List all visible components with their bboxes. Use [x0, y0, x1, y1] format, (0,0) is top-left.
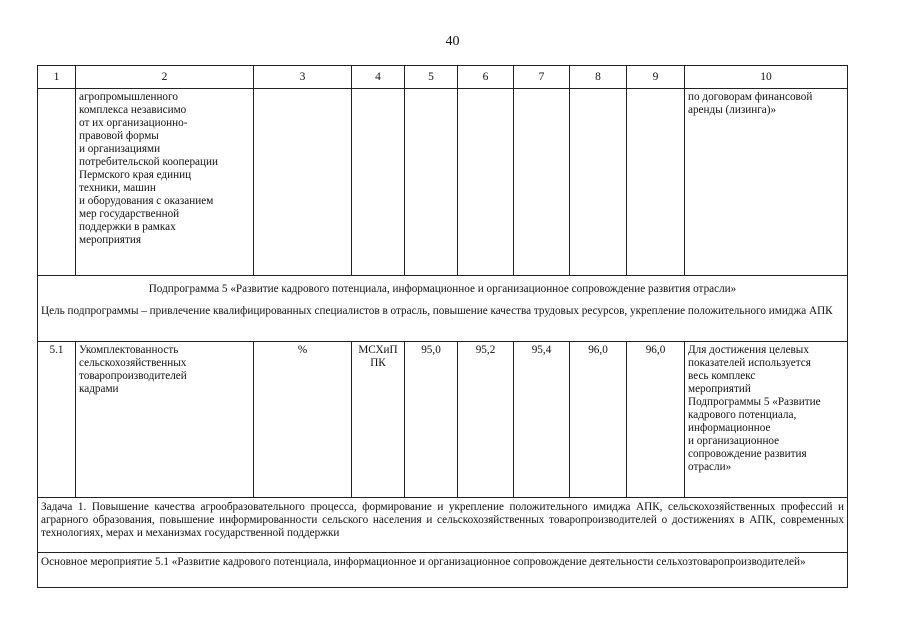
indicator-responsible: МСХиП ПК: [352, 342, 405, 498]
column-header-8: 8: [570, 66, 627, 89]
continuation-cell-3: [254, 89, 352, 276]
column-header-5: 5: [405, 66, 458, 89]
indicator-value-4: 96,0: [570, 342, 627, 498]
continuation-indicator-text: агропромышленного комплекса независимо от их организационно- правовой формы и организациями потребительской кооперации Пермского края единиц техники, машин и оборудования с оказанием мер государственной поддержки в рамках мероприятия: [76, 89, 254, 276]
subprogram-title-row: [38, 276, 848, 302]
indicator-value-3: 95,4: [514, 342, 570, 498]
column-number-row: [38, 66, 848, 89]
column-header-10: 10: [685, 66, 848, 89]
program-indicators-table: [37, 65, 848, 588]
indicator-name: Укомплектованность сельскохозяйственных товаропроизводителей кадрами: [76, 342, 254, 498]
indicator-number: 5.1: [38, 342, 76, 498]
task-text: Задача 1. Повышение качества агрообразовательного процесса, формирование и укрепление положительного имиджа АПК, сельскохозяйственных профессий и аграрного образования, повышение информированности сельского населения и сельскохозяйственных товаропроизводителей о достижениях в АПК, современных технологиях, мерах и механизмах государственной поддержки: [38, 498, 848, 553]
indicator-note: Для достижения целевых показателей используется весь комплекс мероприятий Подпрограммы 5 «Развитие кадрового потенциала, информационное и организационное сопровождение развития отрасли»: [685, 342, 848, 498]
continuation-cell-9: [627, 89, 685, 276]
column-header-3: 3: [254, 66, 352, 89]
main-activity-text: Основное мероприятие 5.1 «Развитие кадрового потенциала, информационное и организационное сопровождение деятельности сельхозтоваропроизводителей»: [38, 553, 848, 588]
continuation-cell-1: [38, 89, 76, 276]
continuation-row: [38, 89, 848, 276]
column-header-1: 1: [38, 66, 76, 89]
continuation-cell-7: [514, 89, 570, 276]
column-header-7: 7: [514, 66, 570, 89]
continuation-cell-5: [405, 89, 458, 276]
indicator-unit: %: [254, 342, 352, 498]
continuation-cell-4: [352, 89, 405, 276]
column-header-2: 2: [76, 66, 254, 89]
subprogram-title: Подпрограмма 5 «Развитие кадрового потенциала, информационное и организационное сопровождение развития отрасли»: [38, 276, 848, 302]
indicator-value-1: 95,0: [405, 342, 458, 498]
main-activity-row: [38, 553, 848, 588]
column-header-6: 6: [458, 66, 514, 89]
indicator-value-2: 95,2: [458, 342, 514, 498]
continuation-cell-8: [570, 89, 627, 276]
page-number: 40: [445, 34, 460, 49]
indicator-value-5: 96,0: [627, 342, 685, 498]
column-header-9: 9: [627, 66, 685, 89]
task-row: [38, 498, 848, 553]
indicator-row: [38, 342, 848, 498]
subprogram-goal-row: [38, 301, 848, 342]
continuation-note-text: по договорам финансовой аренды (лизинга)»: [685, 89, 848, 276]
continuation-cell-6: [458, 89, 514, 276]
subprogram-goal: Цель подпрограммы – привлечение квалифицированных специалистов в отрасль, повышение качества трудовых ресурсов, укрепление положительного имиджа АПК: [38, 301, 848, 342]
column-header-4: 4: [352, 66, 405, 89]
